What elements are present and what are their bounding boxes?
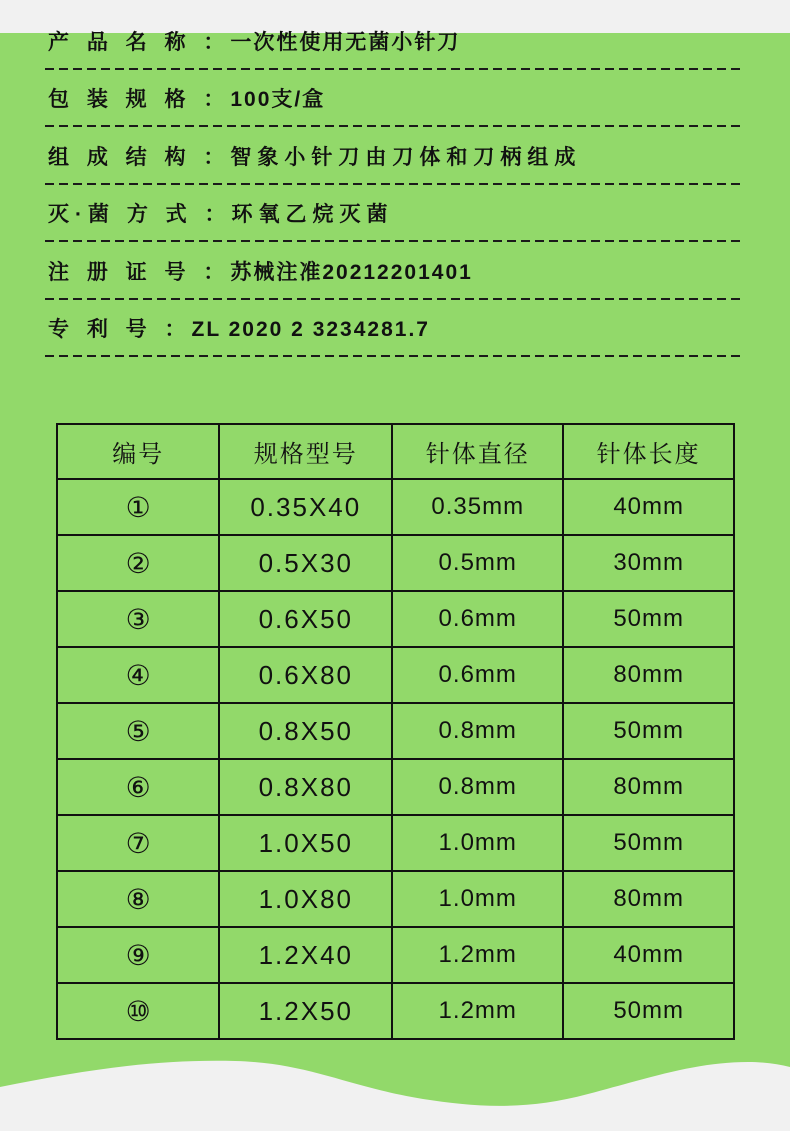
needle-length-cell: 50mm	[563, 983, 734, 1039]
sterilization-value: 环氧乙烷灭菌	[231, 203, 394, 226]
needle-length-cell: 80mm	[563, 871, 734, 927]
spec-table-body	[57, 479, 734, 1039]
needle-length-cell: 80mm	[563, 647, 734, 703]
needle-diameter-cell: 1.0mm	[392, 815, 563, 871]
col-header-diameter: 针体直径	[392, 424, 563, 479]
table-row	[57, 591, 734, 647]
registration-value: 苏械注准20212201401	[230, 260, 473, 284]
row-number-cell: ⑩	[57, 983, 219, 1039]
sterilization-label: 灭·菌 方 式 ：	[48, 203, 232, 226]
needle-diameter-cell: 1.0mm	[392, 871, 563, 927]
bottom-wave-decoration	[0, 1050, 790, 1131]
needle-diameter-cell: 0.6mm	[392, 647, 563, 703]
table-row	[57, 479, 734, 535]
spec-model-cell: 0.8X80	[219, 759, 392, 815]
needle-diameter-cell: 1.2mm	[392, 927, 563, 983]
product-name-value: 一次性使用无菌小针刀	[230, 30, 461, 54]
product-name-label: 产 品 名 称 ：	[48, 30, 231, 54]
needle-diameter-cell: 1.2mm	[392, 983, 563, 1039]
info-text	[48, 198, 394, 228]
row-number-cell: ①	[57, 479, 219, 535]
info-row-product-name	[45, 12, 745, 70]
info-row-registration	[45, 242, 745, 300]
package-spec-value: 100支/盒	[230, 88, 326, 111]
spec-model-cell: 0.6X50	[219, 591, 392, 647]
dashed-divider	[45, 355, 745, 357]
needle-length-cell: 80mm	[563, 759, 734, 815]
info-text	[48, 26, 460, 56]
needle-length-cell: 30mm	[563, 535, 734, 591]
col-header-model: 规格型号	[219, 424, 392, 479]
table-row	[57, 759, 734, 815]
info-text	[48, 256, 473, 286]
patent-label: 专 利 号 ：	[48, 318, 192, 341]
package-spec-label: 包 装 规 格 ：	[48, 88, 231, 111]
info-row-sterilization	[45, 185, 745, 243]
spec-model-cell: 0.5X30	[219, 535, 392, 591]
info-row-patent	[45, 300, 745, 358]
spec-model-cell: 0.35X40	[219, 479, 392, 535]
table-row	[57, 647, 734, 703]
row-number-cell: ②	[57, 535, 219, 591]
composition-value: 智象小针刀由刀体和刀柄组成	[230, 145, 582, 169]
needle-diameter-cell: 0.35mm	[392, 479, 563, 535]
row-number-cell: ⑨	[57, 927, 219, 983]
spec-model-cell: 1.0X80	[219, 871, 392, 927]
spec-model-cell: 1.2X40	[219, 927, 392, 983]
needle-length-cell: 40mm	[563, 927, 734, 983]
composition-label: 组 成 结 构 ：	[48, 145, 231, 169]
needle-diameter-cell: 0.5mm	[392, 535, 563, 591]
row-number-cell: ⑧	[57, 871, 219, 927]
info-row-package-spec	[45, 70, 745, 128]
spec-model-cell: 0.6X80	[219, 647, 392, 703]
table-row	[57, 703, 734, 759]
needle-diameter-cell: 0.8mm	[392, 759, 563, 815]
table-row	[57, 535, 734, 591]
registration-label: 注 册 证 号 ：	[48, 260, 231, 284]
spec-model-cell: 1.0X50	[219, 815, 392, 871]
row-number-cell: ⑦	[57, 815, 219, 871]
needle-length-cell: 40mm	[563, 479, 734, 535]
spec-model-cell: 0.8X50	[219, 703, 392, 759]
product-info-section	[45, 12, 745, 357]
spec-model-cell: 1.2X50	[219, 983, 392, 1039]
table-row	[57, 815, 734, 871]
table-row	[57, 871, 734, 927]
table-row	[57, 983, 734, 1039]
spec-table	[56, 423, 735, 1040]
row-number-cell: ③	[57, 591, 219, 647]
col-header-number: 编号	[57, 424, 219, 479]
info-text	[48, 141, 581, 171]
needle-diameter-cell: 0.8mm	[392, 703, 563, 759]
spec-table-header-row	[57, 424, 734, 479]
row-number-cell: ⑤	[57, 703, 219, 759]
row-number-cell: ④	[57, 647, 219, 703]
col-header-length: 针体长度	[563, 424, 734, 479]
info-text	[48, 83, 325, 113]
table-row	[57, 927, 734, 983]
info-row-composition	[45, 127, 745, 185]
needle-length-cell: 50mm	[563, 703, 734, 759]
row-number-cell: ⑥	[57, 759, 219, 815]
patent-value: ZL 2020 2 3234281.7	[191, 318, 430, 341]
needle-diameter-cell: 0.6mm	[392, 591, 563, 647]
needle-length-cell: 50mm	[563, 591, 734, 647]
needle-length-cell: 50mm	[563, 815, 734, 871]
info-text	[48, 313, 430, 343]
